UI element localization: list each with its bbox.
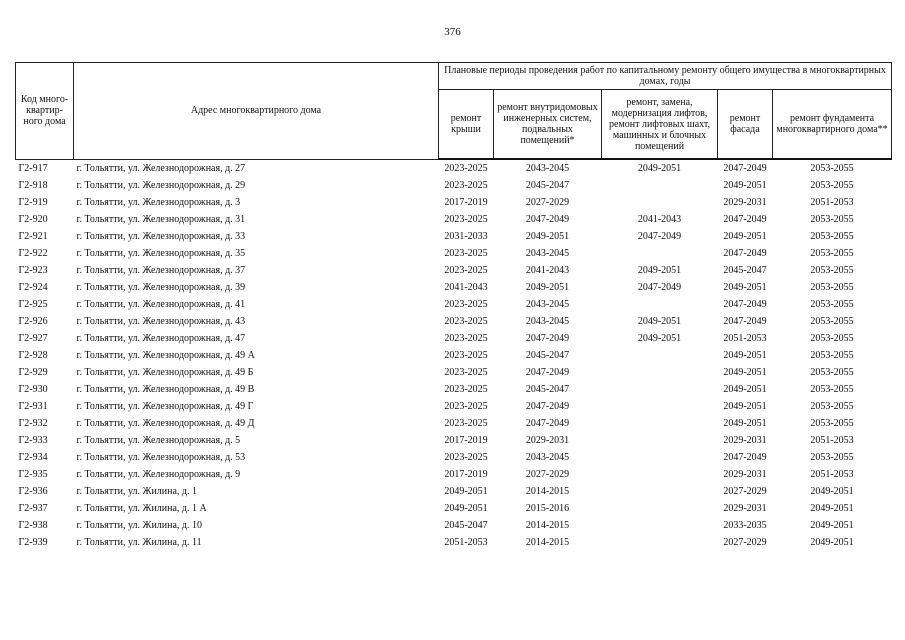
cell-systems: 2043-2045 (525, 163, 570, 174)
cell-foundation: 2053-2055 (810, 316, 854, 327)
header-periods: Плановые периоды проведения работ по капитальному ремонту общего имущества в многоквартирных домах, годы (439, 63, 892, 90)
cell-address: г. Тольятти, ул. Железнодорожная, д. 35 (76, 248, 246, 259)
cell-foundation: 2053-2055 (810, 265, 854, 276)
cell-address: г. Тольятти, ул. Железнодорожная, д. 9 (76, 469, 241, 480)
cell-facade: 2049-2051 (723, 282, 767, 293)
cell-foundation: 2049-2051 (810, 537, 854, 548)
cell-systems: 2014-2015 (525, 520, 570, 531)
cell-code: Г2-926 (18, 316, 48, 327)
cell-roof: 2023-2025 (444, 163, 488, 174)
cell-elevators: 2047-2049 (637, 231, 682, 242)
table-row (16, 330, 892, 347)
cell-elevators (602, 432, 718, 449)
cell-roof: 2049-2051 (444, 486, 488, 497)
cell-code: Г2-920 (18, 214, 48, 225)
cell-code: Г2-932 (18, 418, 48, 429)
cell-systems: 2014-2015 (525, 537, 570, 548)
cell-elevators (602, 517, 718, 534)
cell-foundation: 2049-2051 (810, 503, 854, 514)
cell-facade: 2047-2049 (723, 163, 767, 174)
cell-facade: 2029-2031 (723, 197, 767, 208)
cell-facade: 2027-2029 (723, 486, 767, 497)
cell-roof: 2031-2033 (444, 231, 488, 242)
cell-code: Г2-924 (18, 282, 48, 293)
table-body (16, 159, 892, 551)
cell-roof: 2023-2025 (444, 180, 488, 191)
table-row (16, 177, 892, 194)
cell-elevators (602, 449, 718, 466)
cell-address: г. Тольятти, ул. Железнодорожная, д. 49 А (76, 350, 255, 361)
header-foundation: ремонт фундамента многоквартирного дома** (773, 90, 892, 160)
cell-code: Г2-937 (18, 503, 48, 514)
cell-facade: 2047-2049 (723, 316, 767, 327)
cell-address: г. Тольятти, ул. Железнодорожная, д. 37 (76, 265, 246, 276)
cell-code: Г2-917 (18, 162, 48, 174)
cell-facade: 2027-2029 (723, 537, 767, 548)
cell-facade: 2049-2051 (723, 401, 767, 412)
cell-foundation: 2053-2055 (810, 180, 854, 191)
cell-roof: 2023-2025 (444, 333, 488, 344)
cell-facade: 2033-2035 (723, 520, 767, 531)
cell-roof: 2051-2053 (444, 537, 488, 548)
cell-systems: 2029-2031 (525, 435, 570, 446)
table-row (16, 381, 892, 398)
cell-roof: 2045-2047 (444, 520, 488, 531)
cell-address: г. Тольятти, ул. Железнодорожная, д. 47 (76, 333, 246, 344)
cell-facade: 2049-2051 (723, 231, 767, 242)
cell-roof: 2023-2025 (444, 214, 488, 225)
cell-elevators (602, 534, 718, 551)
cell-address: г. Тольятти, ул. Жилина, д. 11 (76, 537, 202, 548)
table-row (16, 262, 892, 279)
cell-elevators: 2047-2049 (637, 282, 682, 293)
cell-facade: 2047-2049 (723, 248, 767, 259)
table-row (16, 194, 892, 211)
cell-roof: 2023-2025 (444, 401, 488, 412)
cell-systems: 2049-2051 (525, 231, 570, 242)
cell-code: Г2-931 (18, 401, 48, 412)
cell-systems: 2015-2016 (525, 503, 570, 514)
cell-address: г. Тольятти, ул. Железнодорожная, д. 39 (76, 282, 246, 293)
cell-foundation: 2053-2055 (810, 367, 854, 378)
table-row (16, 483, 892, 500)
cell-systems: 2027-2029 (525, 197, 570, 208)
cell-systems: 2041-2043 (525, 265, 570, 276)
cell-elevators (602, 347, 718, 364)
cell-address: г. Тольятти, ул. Железнодорожная, д. 53 (76, 452, 246, 463)
cell-code: Г2-934 (18, 452, 48, 463)
cell-address: г. Тольятти, ул. Железнодорожная, д. 43 (76, 316, 246, 327)
cell-foundation: 2053-2055 (810, 248, 854, 259)
cell-systems: 2047-2049 (525, 214, 570, 225)
cell-roof: 2023-2025 (444, 452, 488, 463)
cell-foundation: 2051-2053 (810, 197, 854, 208)
cell-foundation: 2053-2055 (810, 163, 854, 174)
cell-code: Г2-923 (18, 265, 48, 276)
table-row (16, 364, 892, 381)
cell-address: г. Тольятти, ул. Железнодорожная, д. 49 Г (76, 401, 254, 412)
cell-code: Г2-939 (18, 537, 48, 548)
cell-roof: 2023-2025 (444, 350, 488, 361)
cell-roof: 2041-2043 (444, 282, 488, 293)
cell-foundation: 2053-2055 (810, 299, 854, 310)
cell-elevators: 2049-2051 (637, 316, 682, 327)
cell-address: г. Тольятти, ул. Железнодорожная, д. 33 (76, 231, 246, 242)
cell-foundation: 2049-2051 (810, 520, 854, 531)
cell-systems: 2043-2045 (525, 452, 570, 463)
cell-facade: 2047-2049 (723, 299, 767, 310)
cell-code: Г2-922 (18, 248, 48, 259)
header-roof: ремонт крыши (439, 90, 494, 160)
cell-systems: 2043-2045 (525, 316, 570, 327)
cell-address: г. Тольятти, ул. Жилина, д. 1 (76, 486, 198, 497)
header-elevators: ремонт, замена, модернизация лифтов, ремонт лифтовых шахт, машинных и блочных помещений (602, 90, 718, 160)
cell-foundation: 2053-2055 (810, 401, 854, 412)
cell-elevators: 2049-2051 (637, 163, 682, 174)
cell-facade: 2049-2051 (723, 350, 767, 361)
cell-elevators (602, 296, 718, 313)
cell-code: Г2-933 (18, 435, 48, 446)
cell-foundation: 2053-2055 (810, 350, 854, 361)
table-row (16, 415, 892, 432)
capital-repair-table (15, 62, 892, 551)
cell-address: г. Тольятти, ул. Жилина, д. 1 А (76, 503, 207, 514)
cell-foundation: 2053-2055 (810, 282, 854, 293)
cell-address: г. Тольятти, ул. Железнодорожная, д. 41 (76, 299, 246, 310)
header-address: Адрес многоквартирного дома (74, 63, 439, 160)
cell-systems: 2049-2051 (525, 282, 570, 293)
cell-code: Г2-935 (18, 469, 48, 480)
cell-facade: 2049-2051 (723, 418, 767, 429)
cell-roof: 2023-2025 (444, 265, 488, 276)
cell-systems: 2047-2049 (525, 367, 570, 378)
table-row (16, 228, 892, 245)
cell-foundation: 2053-2055 (810, 384, 854, 395)
cell-address: г. Тольятти, ул. Железнодорожная, д. 29 (76, 180, 246, 191)
page-number: 376 (444, 26, 461, 38)
cell-elevators (602, 466, 718, 483)
cell-facade: 2045-2047 (723, 265, 767, 276)
cell-systems: 2043-2045 (525, 248, 570, 259)
cell-elevators (602, 500, 718, 517)
cell-address: г. Тольятти, ул. Железнодорожная, д. 3 (76, 197, 241, 208)
table-row (16, 279, 892, 296)
cell-facade: 2047-2049 (723, 452, 767, 463)
table-row (16, 296, 892, 313)
cell-systems: 2047-2049 (525, 333, 570, 344)
cell-systems: 2045-2047 (525, 180, 570, 191)
cell-roof: 2017-2019 (444, 469, 488, 480)
cell-roof: 2023-2025 (444, 367, 488, 378)
cell-elevators: 2049-2051 (637, 333, 682, 344)
cell-address: г. Тольятти, ул. Железнодорожная, д. 49 Б (76, 367, 254, 378)
table-row (16, 159, 892, 177)
cell-roof: 2023-2025 (444, 248, 488, 259)
cell-address: г. Тольятти, ул. Железнодорожная, д. 49 В (76, 384, 255, 395)
cell-code: Г2-928 (18, 350, 48, 361)
cell-elevators (602, 398, 718, 415)
table-row (16, 500, 892, 517)
cell-foundation: 2051-2053 (810, 435, 854, 446)
cell-roof: 2023-2025 (444, 299, 488, 310)
cell-systems: 2047-2049 (525, 418, 570, 429)
cell-elevators: 2041-2043 (637, 214, 682, 225)
cell-systems: 2027-2029 (525, 469, 570, 480)
cell-address: г. Тольятти, ул. Железнодорожная, д. 5 (76, 435, 241, 446)
header-code: Код много- квартир- ного дома (16, 63, 74, 160)
table-row (16, 534, 892, 551)
header-systems: ремонт внутридомовых инженерных систем, подвальных помещений* (494, 90, 602, 160)
cell-code: Г2-930 (18, 384, 48, 395)
cell-code: Г2-918 (18, 180, 48, 191)
cell-code: Г2-929 (18, 367, 48, 378)
cell-foundation: 2053-2055 (810, 418, 854, 429)
cell-code: Г2-938 (18, 520, 48, 531)
table-row (16, 211, 892, 228)
cell-foundation: 2049-2051 (810, 486, 854, 497)
cell-code: Г2-925 (18, 299, 48, 310)
cell-foundation: 2053-2055 (810, 333, 854, 344)
cell-address: г. Тольятти, ул. Железнодорожная, д. 27 (76, 162, 246, 174)
cell-facade: 2029-2031 (723, 435, 767, 446)
table-row (16, 313, 892, 330)
cell-elevators (602, 381, 718, 398)
table-row (16, 432, 892, 449)
table-row (16, 466, 892, 483)
cell-systems: 2043-2045 (525, 299, 570, 310)
cell-roof: 2049-2051 (444, 503, 488, 514)
cell-systems: 2047-2049 (525, 401, 570, 412)
cell-facade: 2029-2031 (723, 503, 767, 514)
cell-facade: 2051-2053 (723, 333, 767, 344)
cell-elevators (602, 483, 718, 500)
header-facade: ремонт фасада (718, 90, 773, 160)
cell-roof: 2017-2019 (444, 197, 488, 208)
cell-elevators: 2049-2051 (637, 265, 682, 276)
cell-systems: 2014-2015 (525, 486, 570, 497)
cell-systems: 2045-2047 (525, 384, 570, 395)
table-row (16, 347, 892, 364)
cell-code: Г2-936 (18, 486, 48, 497)
cell-foundation: 2053-2055 (810, 452, 854, 463)
cell-foundation: 2053-2055 (810, 214, 854, 225)
cell-address: г. Тольятти, ул. Жилина, д. 10 (76, 520, 203, 531)
cell-roof: 2023-2025 (444, 316, 488, 327)
cell-code: Г2-927 (18, 333, 48, 344)
cell-roof: 2023-2025 (444, 384, 488, 395)
cell-elevators (602, 194, 718, 211)
cell-elevators (602, 364, 718, 381)
cell-elevators (602, 415, 718, 432)
cell-systems: 2045-2047 (525, 350, 570, 361)
table-row (16, 449, 892, 466)
table-row (16, 245, 892, 262)
cell-roof: 2023-2025 (444, 418, 488, 429)
cell-address: г. Тольятти, ул. Железнодорожная, д. 49 Д (76, 418, 255, 429)
cell-facade: 2049-2051 (723, 180, 767, 191)
table-row (16, 398, 892, 415)
cell-facade: 2049-2051 (723, 384, 767, 395)
cell-code: Г2-919 (18, 197, 48, 208)
cell-foundation: 2053-2055 (810, 231, 854, 242)
cell-foundation: 2051-2053 (810, 469, 854, 480)
cell-address: г. Тольятти, ул. Железнодорожная, д. 31 (76, 214, 246, 225)
cell-facade: 2047-2049 (723, 214, 767, 225)
table-row (16, 517, 892, 534)
cell-roof: 2017-2019 (444, 435, 488, 446)
cell-elevators (602, 245, 718, 262)
cell-elevators (602, 177, 718, 194)
cell-facade: 2029-2031 (723, 469, 767, 480)
cell-code: Г2-921 (18, 231, 48, 242)
cell-facade: 2049-2051 (723, 367, 767, 378)
